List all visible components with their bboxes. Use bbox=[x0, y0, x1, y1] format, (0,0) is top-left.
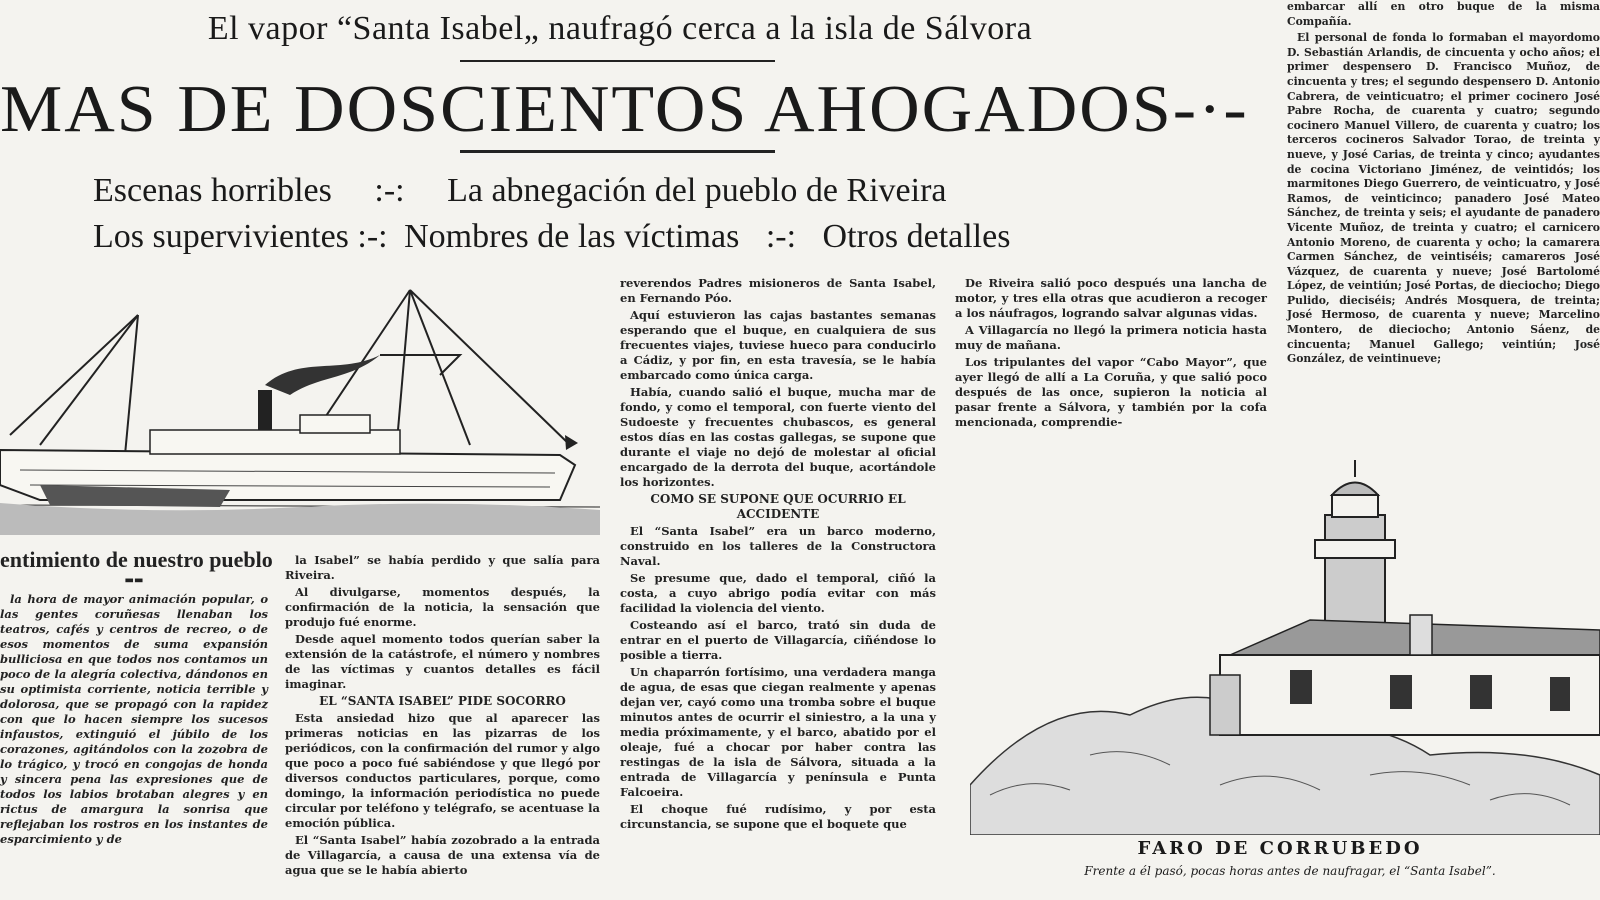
paragraph: El “Santa Isabel” había zozobrado a la entrada de Villagarcía, a causa de una extensa vía de agua que se le había abierto bbox=[285, 833, 600, 877]
paragraph: El personal de fonda lo formaban el mayordomo D. Sebastián Arlandis, de cincuenta y ocho años; el primer despensero D. Francisco Muñoz, de cincuenta y tres; el segundo despensero D. Antonio Cabrera, de veinticuatro; el primer cocinero José Pabre Rocha, de cuarenta y cuatro; segundo cocinero Manuel Villero, de cuarenta y cuatro; los terceros cocineros Salvador Torao, de treinta y nueve, y José Carias, de treinta y cinco; ayudantes de cocina Victoriano Jiménez, de veintidós; los marmitones Diego Guerrero, de veinticuatro, y José Ramos, de veinticinco; panadero José Mateo Sánchez, de treinta y seis; el ayudante de panadero Vicente Muñoz, de treinta y cuatro; el carnicero Antonio Moreno, de cuarenta y ocho; la camarera Carmen Sánchez, de veintiséis; camareros José Vázquez, de cuarenta y nueve; José Bartolomé López, de veintiún; José Portas, de dieciocho; Diego Pulido, dieciséis; Andrés Mosquera, de treinta; José Hermoso, de cuarenta y nueve; Marcelino Montero, de dieciocho; Antonio Sáenz, de cincuenta; Manuel Gallego; veintiún; José González, de veintinueve; bbox=[1287, 31, 1600, 366]
lighthouse-illustration bbox=[970, 455, 1600, 835]
deck-line-2 bbox=[93, 218, 1243, 256]
divider-rule bbox=[460, 150, 775, 153]
paragraph: reverendos Padres misioneros de Santa Isabel, en Fernando Póo. bbox=[620, 276, 936, 305]
paragraph: Se presume que, dado el temporal, ciñó la costa, a cuyo abrigo podía evitar con más facilidad la violencia del viento. bbox=[620, 571, 936, 615]
paragraph: Esta ansiedad hizo que al aparecer las primeras noticias en las pizarras de los periódicos, con la confirmación del rumor y algo que poco a poco fué sabiéndose y que llegó por diversos conductos particulares, porque, como domingo, la información periodística no puede circular por teléfono y telégrafo, se acentuase la emoción pública. bbox=[285, 711, 600, 830]
ornament: ▬▬ bbox=[124, 575, 144, 586]
divider-rule bbox=[460, 60, 775, 62]
deck-line-1 bbox=[93, 172, 1243, 210]
paragraph: El “Santa Isabel” era un barco moderno, construido en los talleres de la Constructora Naval. bbox=[620, 524, 936, 568]
paragraph: la Isabel” se había perdido y que salía para Riveira. bbox=[285, 553, 600, 582]
deck-separator: :-: bbox=[765, 218, 797, 255]
deck-item: Los supervivientes :-: bbox=[93, 218, 388, 255]
paragraph: De Riveira salió poco después una lancha de motor, y tres ella otras que acudieron a recoger a los náufragos, logrando salvar algunas vidas. bbox=[955, 276, 1267, 320]
section-heading: entimiento de nuestro pueblo bbox=[0, 547, 273, 572]
deck-separator: :-: bbox=[374, 172, 405, 209]
subheading: COMO SE SUPONE QUE OCURRIO EL ACCIDENTE bbox=[650, 492, 906, 521]
main-headline: MAS DE DOSCIENTOS AHOGADOS-·- bbox=[0, 72, 1249, 147]
article-column bbox=[0, 547, 273, 849]
paragraph: la hora de mayor animación popular, o las gentes coruñesas llenaban los teatros, cafés y centros de recreo, o de esos momentos de suma expansión bulliciosa en que todos nos contamos un poco de la alegría colectiva, dándonos en su optimista corriente, noticia terrible y dolorosa, que se propagó con la rapidez con que lo hacen siempre los sucesos infaustos, extinguió el júbilo de los corazones, agitándolos con la zozobra de lo trágico, y trocó en congojas de honda y sincera pena las expresiones que de todos los labios brotaban alegres y en rictus de amargura la sonrisa que reflejaban los rostros en los instantes de esparcimiento y de bbox=[0, 592, 268, 846]
caption-title: FARO DE CORRUBEDO bbox=[1137, 838, 1423, 859]
paragraph: A Villagarcía no llegó la primera noticia hasta muy de mañana. bbox=[955, 323, 1267, 352]
kicker-headline: El vapor “Santa Isabel„ naufragó cerca a la isla de Sálvora bbox=[207, 10, 1033, 47]
paragraph: embarcar allí en otro buque de la misma Compañía. bbox=[1287, 0, 1600, 28]
paragraph: Al divulgarse, momentos después, la confirmación de la noticia, la sensación que produjo fué enorme. bbox=[285, 585, 600, 629]
article-column bbox=[955, 276, 1267, 432]
paragraph: El choque fué rudísimo, y por esta circunstancia, se supone que el boquete que bbox=[620, 802, 936, 831]
caption-text: Frente a él pasó, pocas horas antes de naufragar, el “Santa Isabel”. bbox=[1084, 864, 1496, 878]
paragraph: Los tripulantes del vapor “Cabo Mayor”, que ayer llegó de allí a La Coruña, y que salió poco después de las once, supieron la noticia al pasar frente a Sálvora, y también por la cofa mencionada, comprendie- bbox=[955, 355, 1267, 429]
paragraph: Un chaparrón fortísimo, una verdadera manga de agua, de esas que ciegan realmente y apenas dejan ver, cayó como una tromba sobre el buque minutos antes de ocurrir el siniestro, a la una y media próximamente, y el barco, abatido por el oleaje, fué a chocar por haber contra las restingas de la isla de Sálvora, situada a la entrada de Villagarcía y península e Punta Falcoeira. bbox=[620, 665, 936, 799]
article-column bbox=[620, 276, 936, 834]
paragraph: Había, cuando salió el buque, mucha mar de fondo, y como el temporal, con fuerte viento del Sudoeste y frecuentes chubascos, es general estos días en las costas gallegas, se supone que durante el viaje no dejó de molestar al oficial encargado de la derrota del buque, acortándole los horizontes. bbox=[620, 385, 936, 489]
deck-item: Escenas horribles bbox=[93, 172, 332, 209]
paragraph: Costeando así el barco, trató sin duda de entrar en el puerto de Villagarcía, ciñéndose lo posible a tierra. bbox=[620, 618, 936, 662]
headline-dashes: -·- bbox=[1172, 72, 1249, 147]
deck-item: Otros detalles bbox=[822, 218, 1011, 255]
article-column bbox=[285, 553, 600, 880]
paragraph: Desde aquel momento todos querían saber la extensión de la catástrofe, el número y nombres de las víctimas y cuantos detalles es fácil imaginar. bbox=[285, 632, 600, 691]
article-column bbox=[1287, 0, 1600, 369]
deck-item: La abnegación del pueblo de Riveira bbox=[447, 172, 947, 209]
subheading: EL “SANTA ISABEL” PIDE SOCORRO bbox=[319, 694, 566, 708]
deck-item: Nombres de las víctimas bbox=[404, 218, 740, 255]
ship-illustration bbox=[0, 285, 600, 535]
paragraph: Aquí estuvieron las cajas bastantes semanas esperando que el buque, en cualquiera de sus frecuentes viajes, tuviese hueco para conducirlo a Cádiz, y por fin, en esta travesía, se le había embarcado como única carga. bbox=[620, 308, 936, 382]
